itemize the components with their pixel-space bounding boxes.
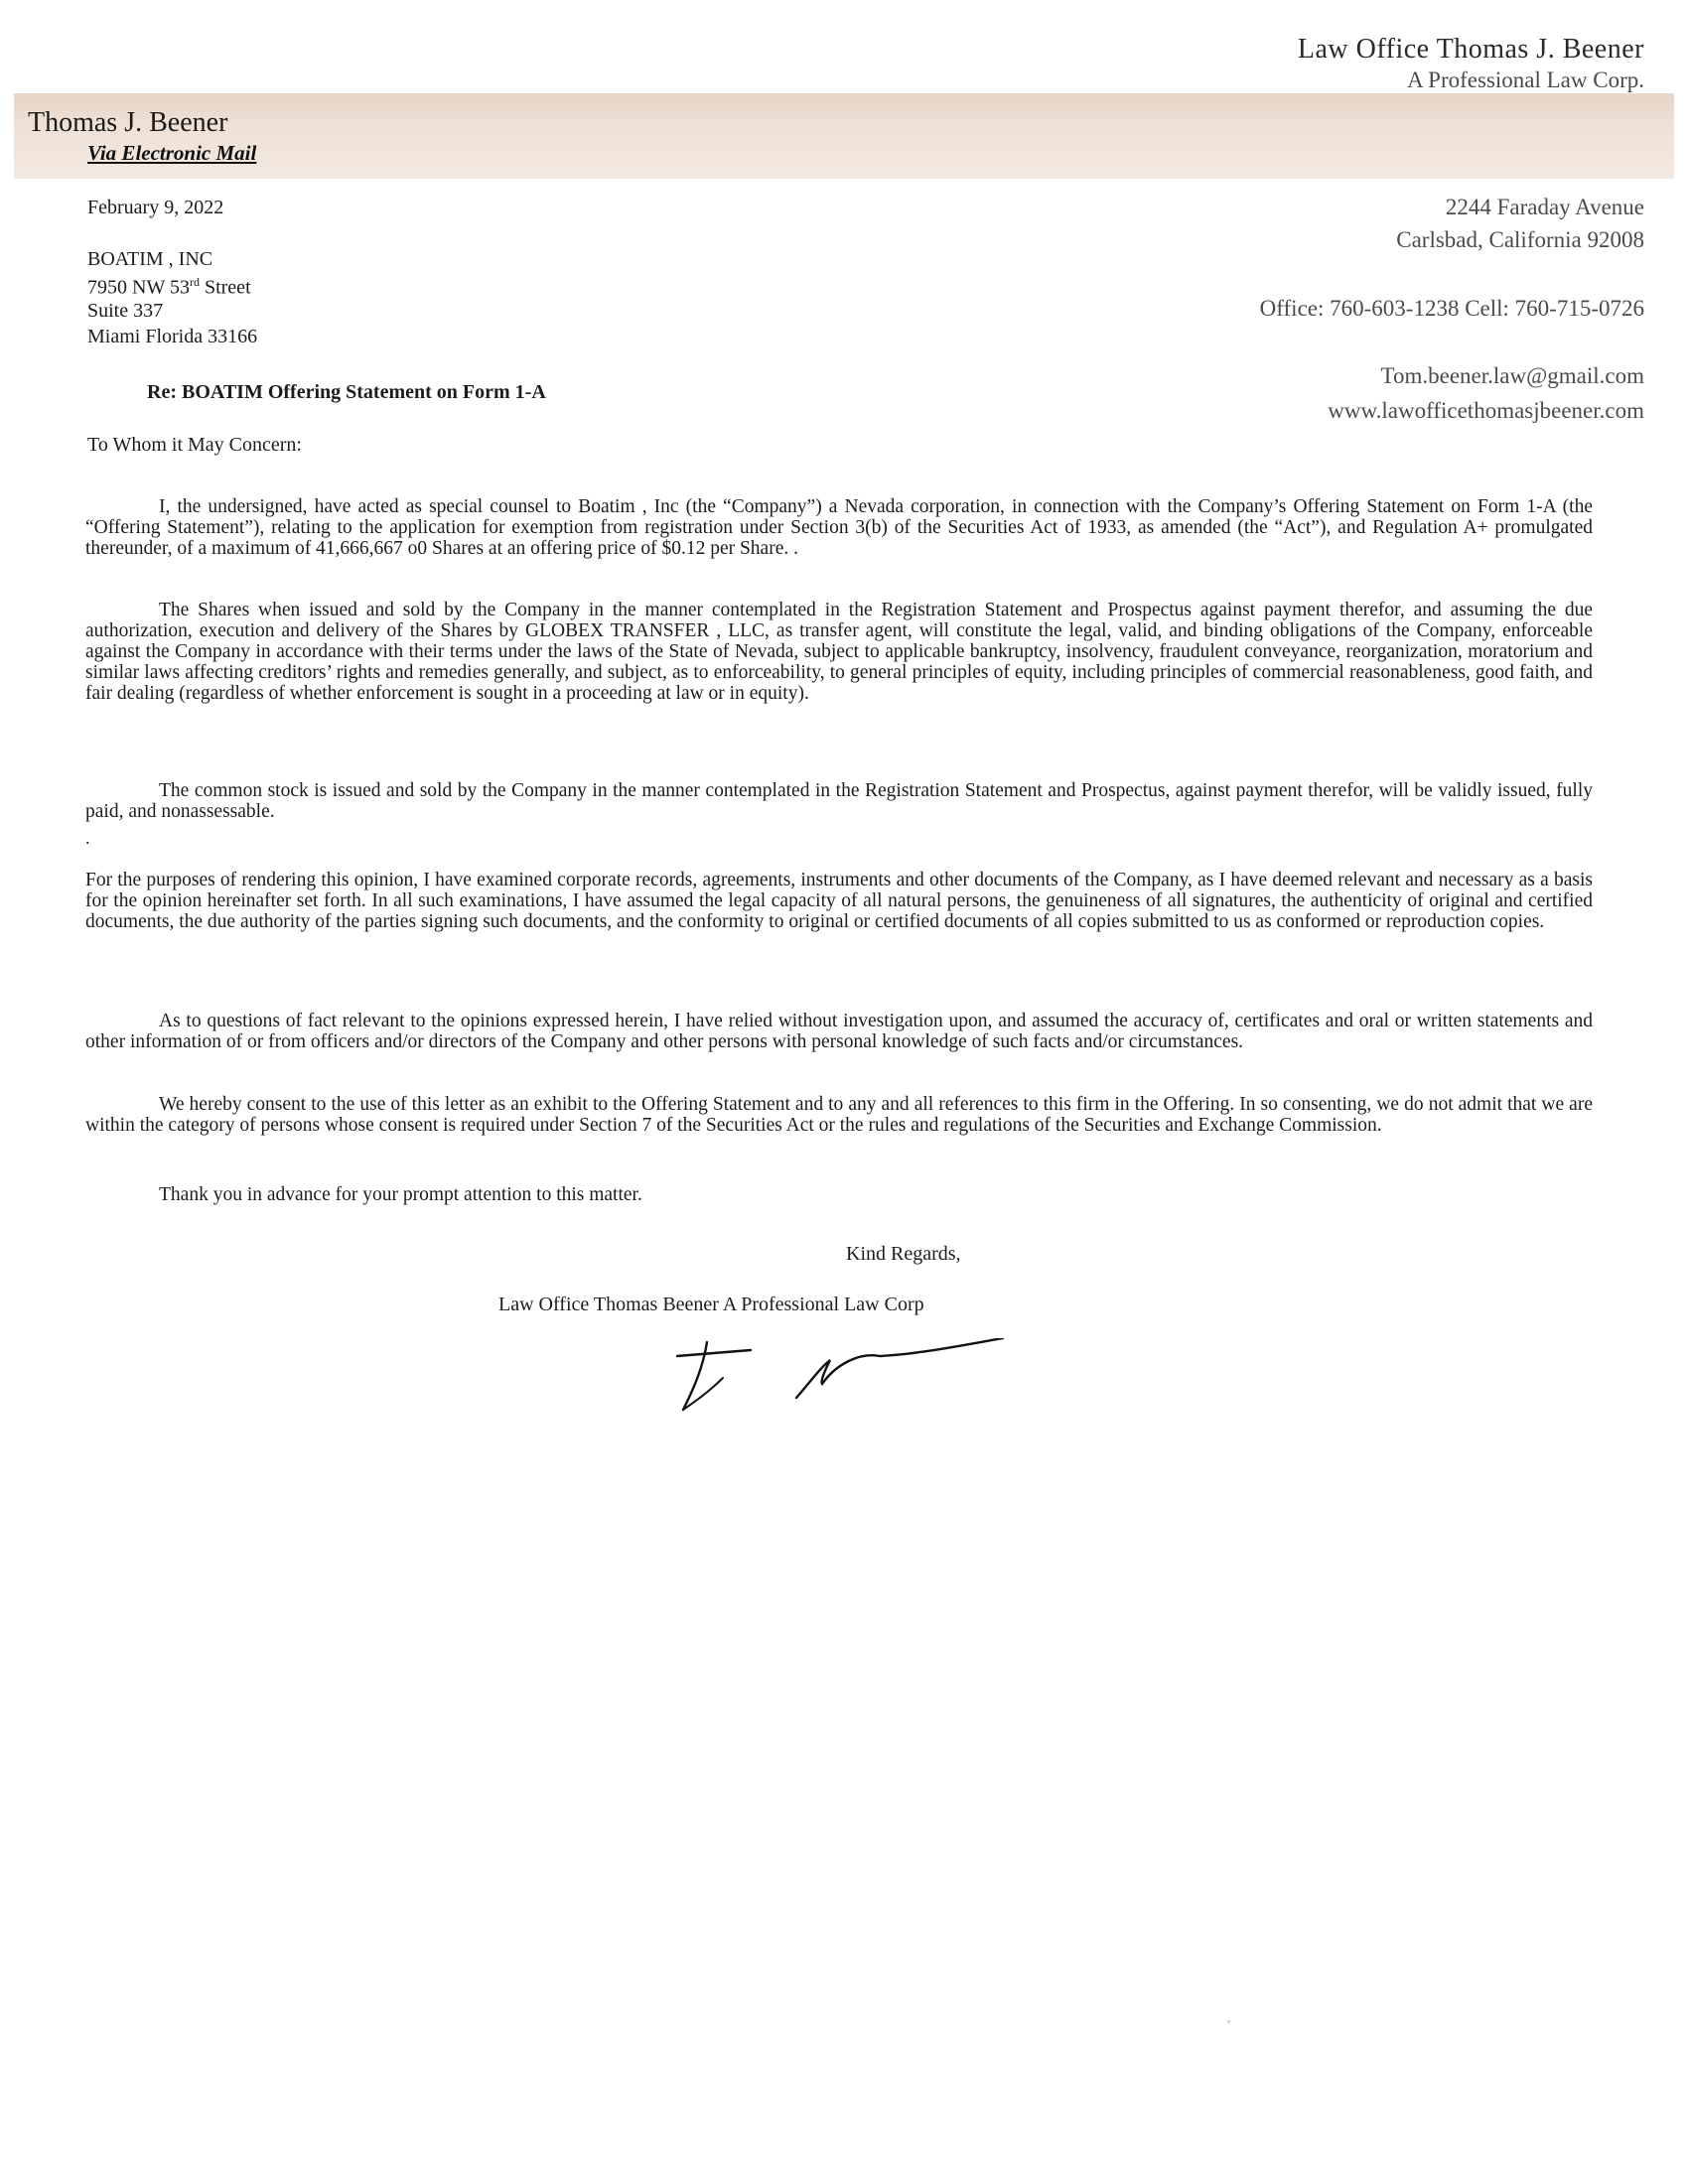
salutation: To Whom it May Concern:: [87, 434, 302, 456]
paragraph-common-stock: The common stock is issued and sold by the Company in the manner contemplated in the Registration Statement and Prospectus, against payment therefor, will be validly issued, fully paid, and nonassessable.: [85, 780, 1593, 822]
paragraph-thanks: Thank you in advance for your prompt attention to this matter.: [159, 1184, 642, 1205]
letterhead-firm-subtitle: A Professional Law Corp.: [1407, 68, 1644, 92]
firm-phones: Office: 760-603-1238 Cell: 760-715-0726: [1259, 296, 1644, 321]
recipient-name: BOATIM , INC: [87, 248, 213, 270]
closing-firm-name: Law Office Thomas Beener A Professional Law Corp: [498, 1294, 924, 1315]
recipient-street-suffix: rd: [189, 275, 200, 289]
recipient-street-name: Street: [199, 276, 251, 299]
recipient-city: Miami Florida 33166: [87, 326, 258, 347]
handwritten-signature: [671, 1338, 1009, 1437]
stray-mark: .: [85, 828, 90, 848]
paragraph-facts: As to questions of fact relevant to the opinions expressed herein, I have relied without investigation upon, and assumed the accuracy of, certificates and oral or written statements and other information of or from officers and/or directors of the Company and other persons with personal knowledge of such facts and/or circumstances.: [85, 1011, 1593, 1052]
delivery-method: Via Electronic Mail: [87, 141, 257, 165]
firm-address-line2: Carlsbad, California 92008: [1396, 227, 1644, 252]
firm-email: Tom.beener.law@gmail.com: [1380, 363, 1644, 388]
scan-speck: [1227, 2020, 1230, 2023]
closing: Kind Regards,: [846, 1243, 961, 1265]
sender-name: Thomas J. Beener: [28, 107, 228, 138]
subject-line: Re: BOATIM Offering Statement on Form 1-A: [147, 381, 546, 403]
recipient-suite: Suite 337: [87, 300, 164, 322]
firm-website: www.lawofficethomasjbeener.com: [1328, 398, 1644, 423]
paragraph-shares-opinion: The Shares when issued and sold by the Company in the manner contemplated in the Registration Statement and Prospectus against payment therefor, and assuming the due authorization, execution and delivery of the Shares by GLOBEX TRANSFER , LLC, as transfer agent, will constitute the legal, valid, and binding obligations of the Company, enforceable against the Company in accordance with their terms under the laws of the State of Nevada, subject to applicable bankruptcy, insolvency, fraudulent conveyance, reorganization, moratorium and similar laws affecting creditors’ rights and remedies generally, and subject, as to enforceability, to general principles of equity, including principles of commercial reasonableness, good faith, and fair dealing (regardless of whether enforcement is sought in a proceeding at law or in equity).: [85, 600, 1593, 704]
letterhead-banner: [14, 93, 1674, 179]
firm-address-line1: 2244 Faraday Avenue: [1445, 195, 1644, 219]
paragraph-examination: For the purposes of rendering this opinion, I have examined corporate records, agreements, instruments and other documents of the Company, as I have deemed relevant and necessary as a basis for the opinion hereinafter set forth. In all such examinations, I have assumed the legal capacity of all natural persons, the genuineness of all signatures, the authenticity of original and certified documents, the due authority of the parties signing such documents, and the conformity to original or certified documents of all copies submitted to us as conformed or reproduction copies.: [85, 870, 1593, 932]
paragraph-consent: We hereby consent to the use of this letter as an exhibit to the Offering Statement and to any and all references to this firm in the Offering. In so consenting, we do not admit that we are within the category of persons whose consent is required under Section 7 of the Securities Act or the rules and regulations of the Securities and Exchange Commission.: [85, 1094, 1593, 1136]
letterhead-firm-name: Law Office Thomas J. Beener: [1297, 34, 1644, 65]
recipient-street-number: 7950 NW 53: [87, 276, 190, 299]
letter-date: February 9, 2022: [87, 197, 224, 218]
paragraph-engagement: I, the undersigned, have acted as special counsel to Boatim , Inc (the “Company”) a Nevada corporation, in connection with the Company’s Offering Statement on Form 1-A (the “Offering Statement”), relating to the application for exemption from registration under Section 3(b) of the Securities Act of 1933, as amended (the “Act”), and Regulation A+ promulgated thereunder, of a maximum of 41,666,667 o0 Shares at an offering price of $0.12 per Share. .: [85, 496, 1593, 559]
recipient-street: [87, 275, 251, 300]
